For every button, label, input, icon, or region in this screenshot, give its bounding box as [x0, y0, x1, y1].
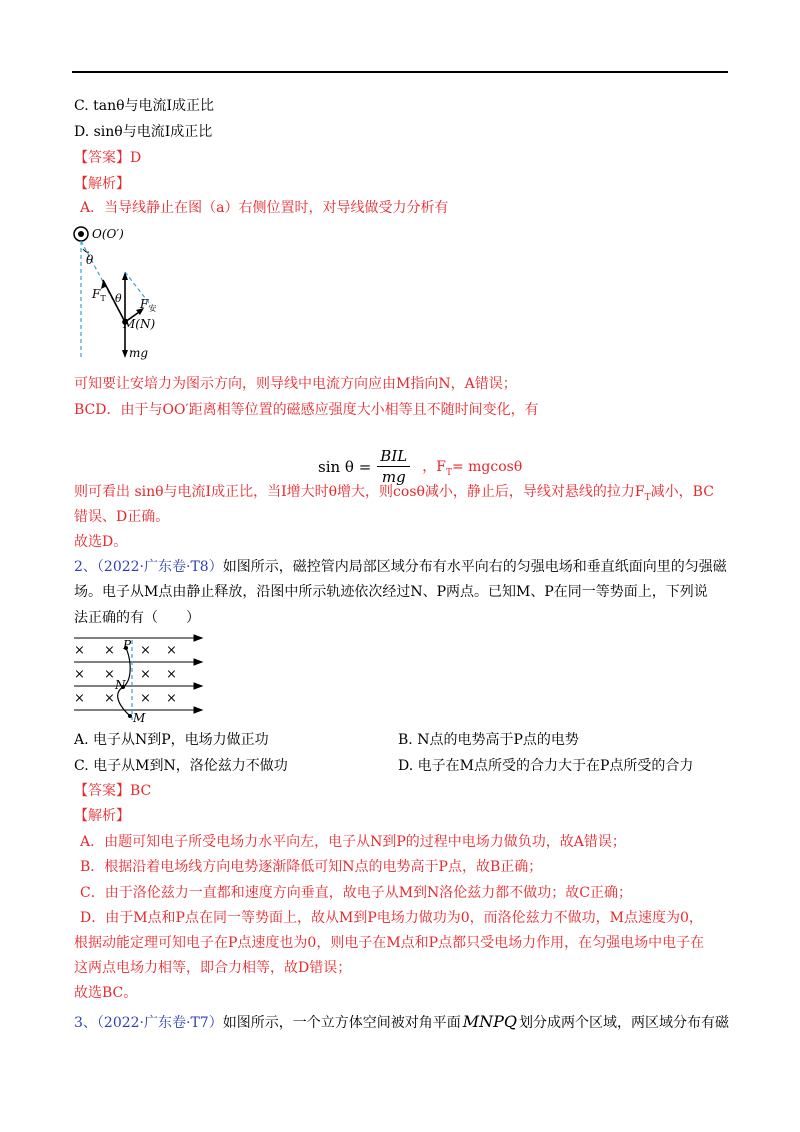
svg-text:×: × [166, 691, 177, 706]
svg-text:×: × [166, 667, 177, 682]
q2-option-b: B. N点的电势高于P点的电势 [398, 732, 579, 748]
resultant-arrowhead [122, 272, 128, 280]
svg-text:×: × [140, 643, 151, 658]
svg-text:×: × [140, 667, 151, 682]
q2-stem-line3: 法正确的有（ ） [74, 610, 200, 626]
label-m: M [133, 711, 146, 724]
q2-source: （2022·广东卷·T8） [96, 559, 223, 575]
svg-text:×: × [104, 667, 115, 682]
q1-analysis-l4: 错误、D正确。 [74, 509, 170, 525]
label-n: N [115, 678, 126, 692]
q1-analysis-l3: 则可看出 sinθ与电流I成正比，当I增大时θ增大，则cosθ减小，静止后，导线对悬线的拉力$F_T$减小，BC [74, 484, 714, 503]
q1-answer [74, 148, 141, 168]
force-diagram [70, 222, 190, 367]
svg-text:×: × [166, 643, 177, 658]
q2-analysis-end: 故选BC。 [74, 985, 138, 1001]
field-diagram [70, 632, 210, 724]
theta2-label: θ [115, 292, 122, 305]
q2-number: 2、 [74, 559, 97, 575]
q2-answer: 【答案】BC [74, 783, 152, 799]
formula-ft: ，$F_T= mgcos\theta$ [422, 458, 523, 478]
q1-analysis-l2: BCD．由于与OO′距离相等位置的磁感应强度大小相等且不随时间变化，有 [74, 402, 539, 418]
point-m [128, 714, 132, 718]
svg-text:×: × [104, 691, 115, 706]
option-d-prev: D. sinθ与电流I成正比 [74, 124, 213, 140]
q2-analysis-d1: D．由于M点和P点在同一等势面上，故从M到P电场力做功为0，而洛伦兹力不做功，M点速度为0， [80, 910, 703, 926]
svg-text:×: × [140, 691, 151, 706]
header-rule [72, 71, 728, 73]
q2-analysis-c: C．由于洛伦兹力一直都和速度方向垂直，故电子从M到N洛伦兹力都不做功；故C正确； [80, 885, 633, 901]
q2-analysis-b: B．根据沿着电场线方向电势逐渐降低可知N点的电势高于P点，故B正确； [80, 859, 543, 875]
mn-label: M(N) [123, 317, 156, 331]
q1-analysis-label: 【解析】 [74, 176, 130, 192]
svg-text:×: × [74, 691, 85, 706]
fan-label: $F_安$ [140, 297, 157, 313]
svg-text:×: × [104, 643, 115, 658]
q2-analysis-label: 【解析】 [74, 808, 130, 824]
q1-analysis-a: A．当导线静止在图（a）右侧位置时，对导线做受力分析有 [80, 200, 449, 216]
q3-stem-line1: 3、（2022·广东卷·T7）如图所示，一个立方体空间被对角平面 MNPQ 划分成两个区域，两区域分布有磁 [74, 1012, 729, 1031]
formula-lhs: sin θ = [318, 457, 372, 476]
answer-value: D [130, 150, 142, 166]
formula-numerator: BIL [377, 446, 410, 467]
formula-denominator: mg [381, 468, 406, 486]
q2-stem-line2: 场。电子从M点由静止释放，沿图中所示轨迹依次经过N、P两点。已知M、P在同一等势面上，下列说 [74, 584, 708, 600]
q2-option-c: C. 电子从M到N，洛伦兹力不做功 [74, 758, 288, 774]
svg-text:×: × [74, 667, 85, 682]
gravity-arrowhead [122, 350, 128, 358]
theta-label: θ [86, 253, 94, 267]
q2-analysis-d3: 这两点电场力相等，即合力相等，故D错误； [74, 960, 352, 976]
formula-fraction [377, 446, 410, 487]
label-o-o-prime: O(O′) [92, 227, 124, 241]
q2-analysis-a: A．由题可知电子所受电场力水平向左，电子从N到P的过程中电场力做负功，故A错误； [80, 834, 626, 850]
axis-dot [78, 231, 84, 237]
q1-analysis-l5: 故选D。 [74, 534, 128, 550]
option-c-prev: C. tanθ与电流I成正比 [74, 98, 215, 114]
q2-option-a: A. 电子从N到P，电场力做正功 [74, 732, 269, 748]
mg-label: mg [129, 346, 149, 360]
ft-label: $F_T$ [92, 287, 106, 303]
q2-analysis-d2: 根据动能定理可知电子在P点速度也为0，则电子在M点和P点都只受电场力作用，在匀强电场中电子在 [74, 935, 705, 951]
q2-option-d: D. 电子在M点所受的合力大于在P点所受的合力 [398, 758, 694, 774]
formula-sin-theta [318, 446, 522, 487]
answer-label: 【答案】 [74, 150, 130, 166]
q2-stem-line1: 2、（2022·广东卷·T8）如图所示，磁控管内局部区域分布有水平向右的匀强电场和垂直纸面向里的匀强磁 [74, 559, 727, 575]
svg-text:×: × [74, 643, 85, 658]
label-p: P [123, 638, 132, 652]
plane-label: MNPQ [462, 1012, 517, 1031]
q1-analysis-l1: 可知要让安培力为图示方向，则导线中电流方向应由M指向N，A错误； [74, 376, 517, 392]
